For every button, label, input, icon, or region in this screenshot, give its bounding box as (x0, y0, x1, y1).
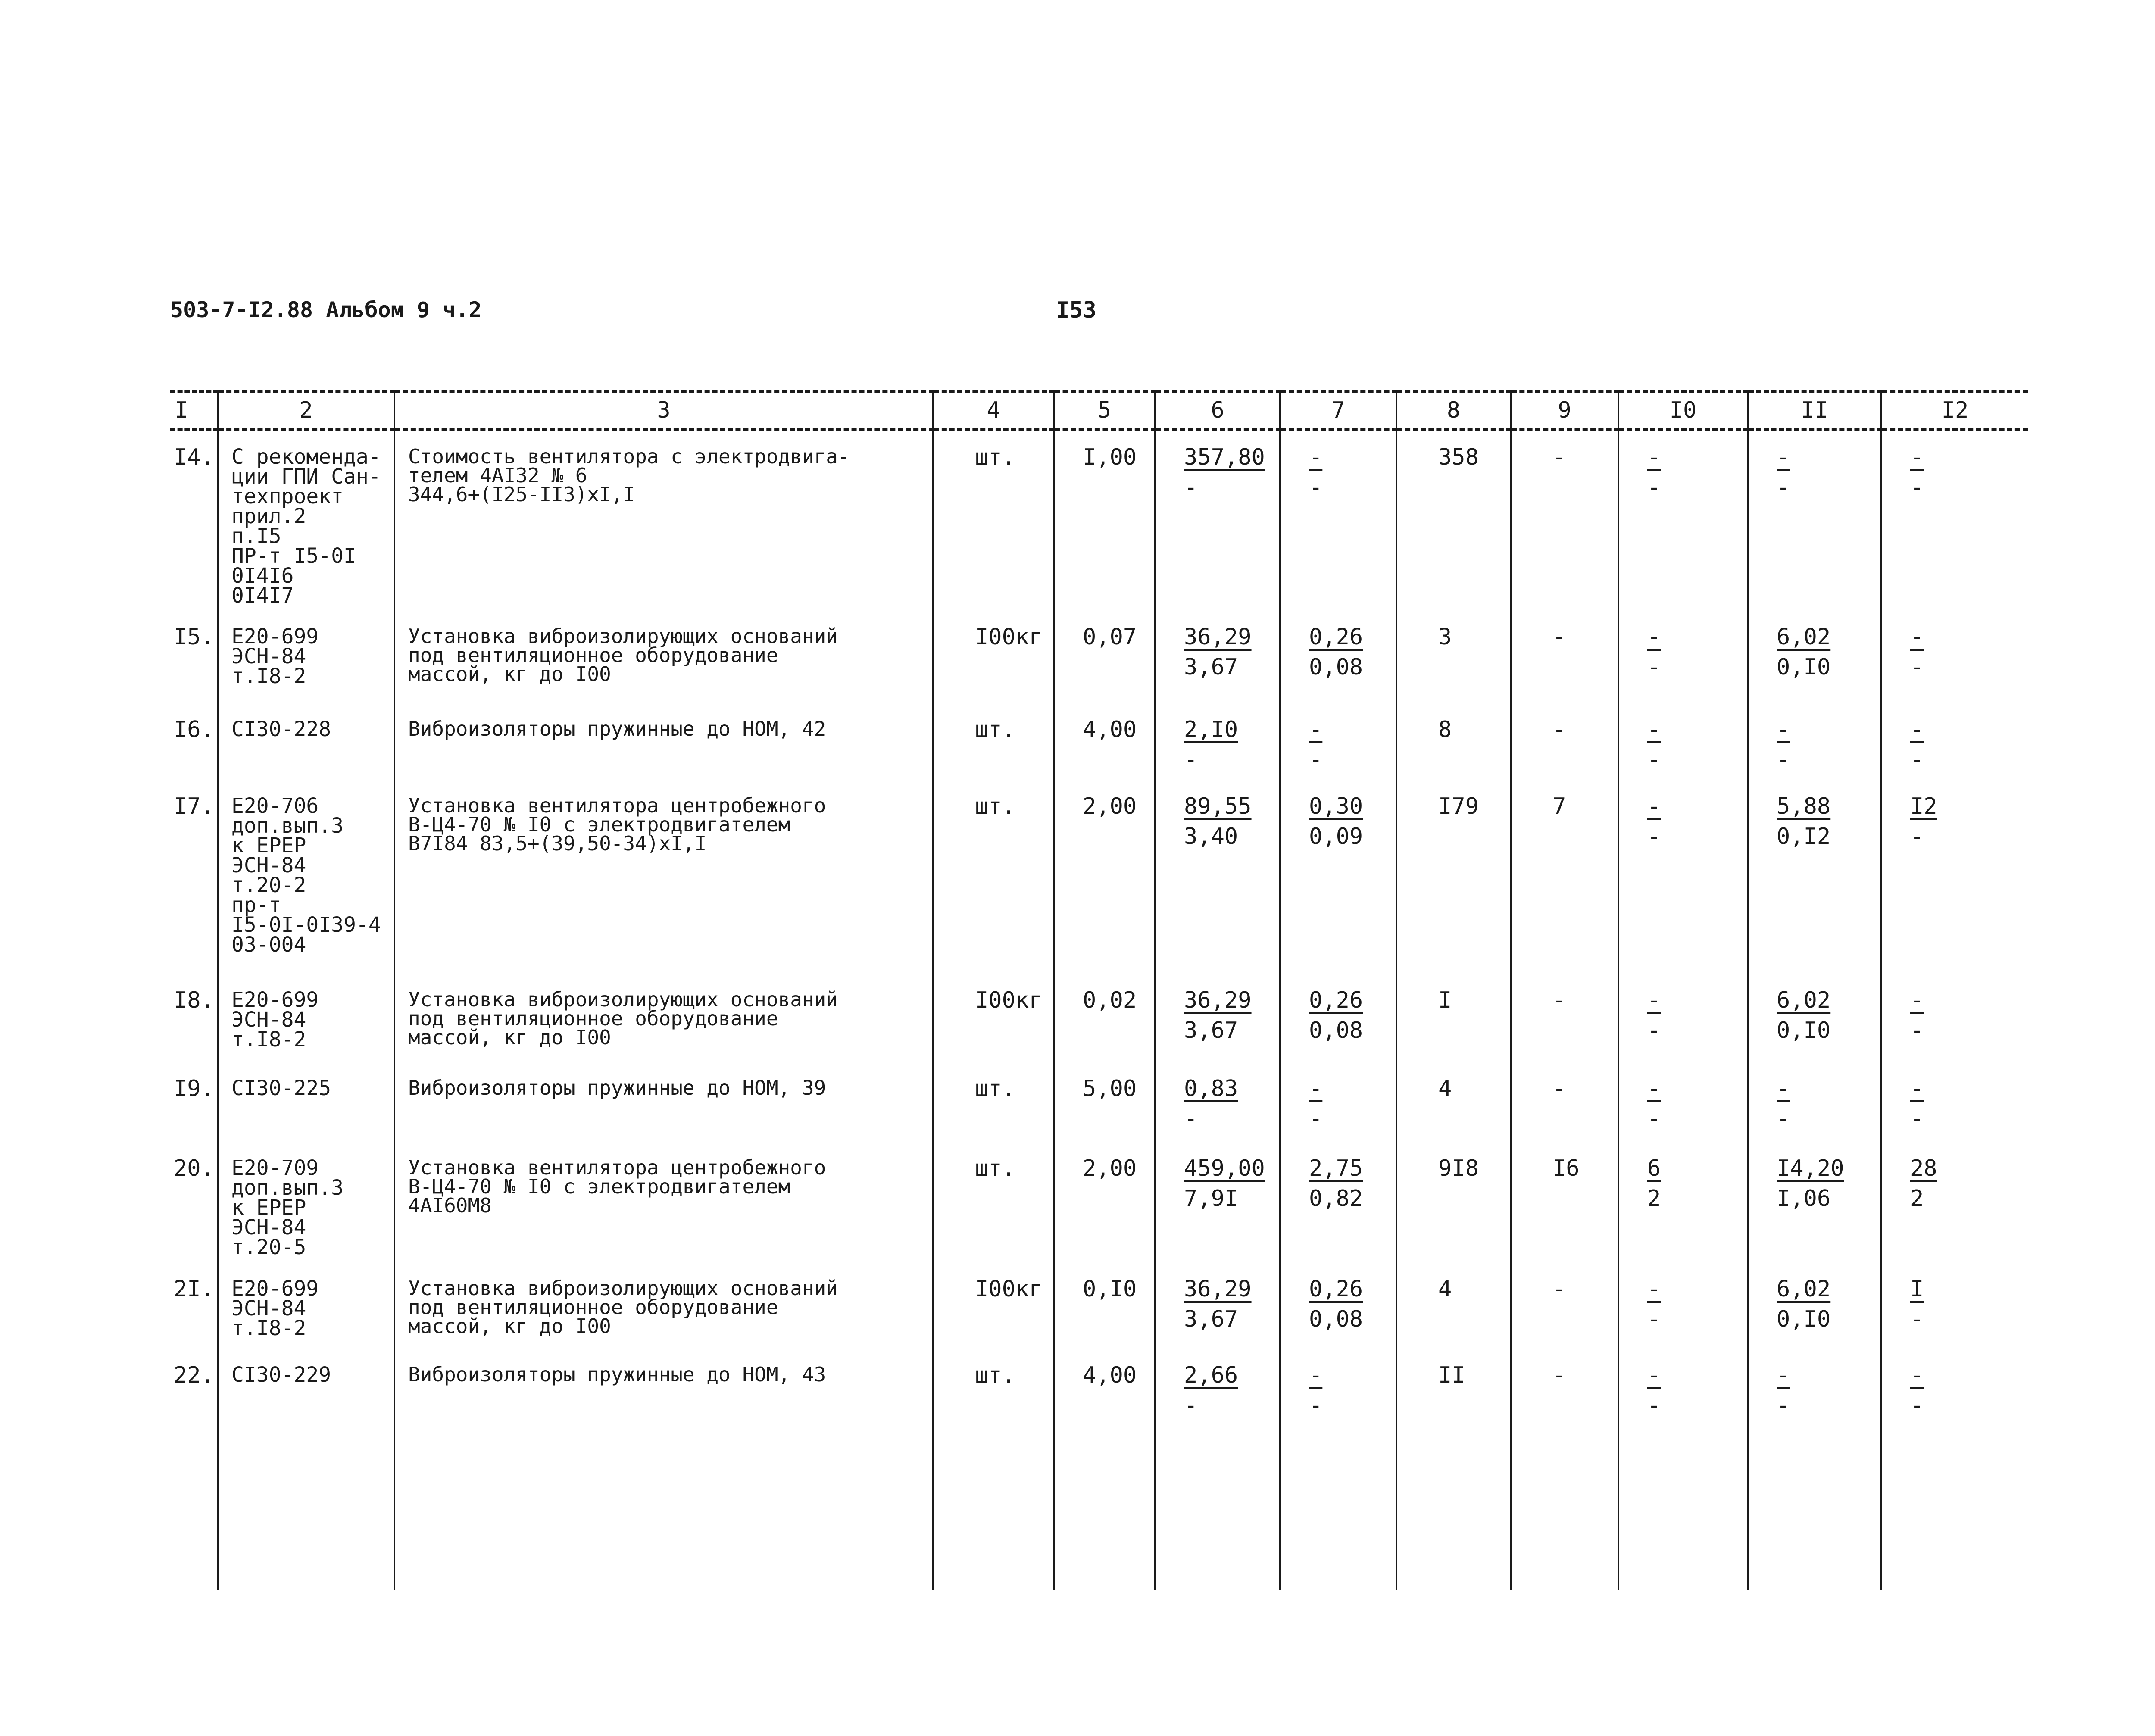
work-description: Установка вентилятора центробежного В-Ц4-70 № I0 с электродвигателем 4АI60М8 (394, 1142, 933, 1262)
labour-total-wage: - (1910, 824, 1924, 849)
wage-total: I6 (1511, 1142, 1618, 1262)
labour-total (1881, 1062, 2028, 1142)
machine-cost-total: 0,26 (1309, 987, 1363, 1013)
quantity: 0,02 (1054, 974, 1155, 1062)
machine-cost (1280, 1349, 1396, 1435)
empty-cell (394, 1435, 933, 1590)
row-number: I4. (174, 444, 214, 470)
unit: I00кг (933, 974, 1054, 1062)
machine-cost-wage: 0,08 (1309, 1018, 1363, 1043)
labour-unit-total: - (1647, 717, 1661, 743)
empty-cell (1155, 1435, 1280, 1590)
table-row (170, 703, 2028, 780)
labour-total-wage: - (1910, 1393, 1924, 1418)
unit-cost-wage: - (1184, 1106, 1198, 1132)
labour-unit-wage: - (1647, 475, 1661, 500)
labour-unit-wage: 2 (1647, 1186, 1661, 1211)
unit: I00кг (933, 1262, 1054, 1349)
wage-total: - (1511, 1349, 1618, 1435)
unit-cost-total: 36,29 (1184, 1276, 1252, 1302)
labour-unit (1618, 974, 1748, 1062)
wage-total: - (1511, 429, 1618, 610)
wage-total: - (1511, 610, 1618, 703)
rate-basis: Е20-699 ЭСН-84 т.I8-2 (218, 974, 394, 1062)
labour-unit-total: - (1647, 987, 1661, 1013)
labour-total-total: 28 (1910, 1155, 1937, 1181)
labour-machinist-total: - (1777, 717, 1790, 743)
labour-total (1881, 610, 2028, 703)
table-row (170, 1062, 2028, 1142)
quantity: 5,00 (1054, 1062, 1155, 1142)
machine-cost-wage: - (1309, 1393, 1323, 1418)
labour-total-wage: 2 (1910, 1186, 1924, 1211)
labour-unit-total: 6 (1647, 1155, 1661, 1181)
machine-cost-total: 0,26 (1309, 624, 1363, 650)
unit: шт. (933, 429, 1054, 610)
labour-machinist (1748, 610, 1881, 703)
labour-machinist-wage: - (1777, 1106, 1790, 1132)
labour-machinist-total: I4,20 (1777, 1155, 1844, 1181)
rate-basis: Е20-709 доп.вып.3 к ЕРЕР ЭСН-84 т.20-5 (218, 1142, 394, 1262)
column-number: II (1748, 391, 1881, 429)
machine-cost-wage: - (1309, 747, 1323, 773)
row-number: I9. (174, 1076, 214, 1102)
empty-cell (1054, 1435, 1155, 1590)
labour-total-wage: - (1910, 1018, 1924, 1043)
labour-machinist-total: 6,02 (1777, 624, 1831, 650)
machine-cost-total: - (1309, 1076, 1323, 1102)
wage-total: - (1511, 703, 1618, 780)
machine-cost-total: 2,75 (1309, 1155, 1363, 1181)
labour-unit (1618, 1142, 1748, 1262)
labour-machinist (1748, 1262, 1881, 1349)
labour-machinist-wage: - (1777, 1393, 1790, 1418)
total-cost: 4 (1396, 1062, 1511, 1142)
machine-cost (1280, 610, 1396, 703)
labour-total (1881, 1262, 2028, 1349)
labour-unit (1618, 1262, 1748, 1349)
machine-cost-total: - (1309, 717, 1323, 743)
labour-machinist-total: 6,02 (1777, 1276, 1831, 1302)
document-code: 503-7-I2.88 Альбом 9 ч.2 (170, 297, 482, 322)
unit-cost-total: 459,00 (1184, 1155, 1265, 1181)
unit-cost-wage: - (1184, 475, 1198, 500)
labour-total (1881, 703, 2028, 780)
empty-cell (1280, 1435, 1396, 1590)
rate-basis: С рекоменда- ции ГПИ Сан- техпроект прил.2 п.I5 ПР-т I5-0I 0I4I6 0I4I7 (218, 429, 394, 610)
table-row (170, 1262, 2028, 1349)
labour-machinist (1748, 429, 1881, 610)
labour-total-wage: - (1910, 747, 1924, 773)
machine-cost (1280, 703, 1396, 780)
unit-cost-wage: 3,67 (1184, 1018, 1238, 1043)
unit: шт. (933, 1142, 1054, 1262)
unit-cost (1155, 1062, 1280, 1142)
labour-machinist-total: - (1777, 1076, 1790, 1102)
labour-total (1881, 1142, 2028, 1262)
labour-machinist-total: 5,88 (1777, 793, 1831, 819)
machine-cost-total: 0,26 (1309, 1276, 1363, 1302)
column-number: 7 (1280, 391, 1396, 429)
total-cost: I79 (1396, 780, 1511, 974)
labour-total-total: - (1910, 717, 1924, 743)
unit-cost-total: 36,29 (1184, 624, 1252, 650)
labour-machinist-wage: 0,I2 (1777, 824, 1831, 849)
labour-unit (1618, 429, 1748, 610)
column-number: 8 (1396, 391, 1511, 429)
rate-basis: Е20-699 ЭСН-84 т.I8-2 (218, 610, 394, 703)
work-description: Установка вентилятора центробежного В-Ц4-70 № I0 с электродвигателем В7I84 83,5+(39,50-34)хI,I (394, 780, 933, 974)
labour-total-total: - (1910, 1362, 1924, 1388)
machine-cost (1280, 1142, 1396, 1262)
table-row (170, 1142, 2028, 1262)
labour-machinist (1748, 703, 1881, 780)
wage-total: - (1511, 1262, 1618, 1349)
labour-machinist-wage: 0,I0 (1777, 1018, 1831, 1043)
unit-cost-wage: 3,67 (1184, 1306, 1238, 1332)
wage-total: 7 (1511, 780, 1618, 974)
unit-cost-total: 36,29 (1184, 987, 1252, 1013)
unit-cost-total: 0,83 (1184, 1076, 1238, 1102)
wage-total: - (1511, 974, 1618, 1062)
labour-unit-wage: - (1647, 1018, 1661, 1043)
labour-machinist-total: - (1777, 1362, 1790, 1388)
unit-cost-wage: 7,9I (1184, 1186, 1238, 1211)
quantity: 2,00 (1054, 1142, 1155, 1262)
rate-basis: СI30-228 (218, 703, 394, 780)
work-description: Стоимость вентилятора с электродвига- телем 4АI32 № 6 344,6+(I25-II3)хI,I (394, 429, 933, 610)
empty-cell (170, 1435, 218, 1590)
machine-cost-wage: - (1309, 475, 1323, 500)
labour-total-total: I2 (1910, 793, 1937, 819)
page-number: I53 (1056, 297, 1096, 323)
table-row (170, 974, 2028, 1062)
labour-total-total: I (1910, 1276, 1924, 1302)
quantity: 4,00 (1054, 1349, 1155, 1435)
total-cost: 4 (1396, 1262, 1511, 1349)
row-number: 20. (174, 1155, 214, 1181)
labour-unit-total: - (1647, 444, 1661, 470)
labour-unit-wage: - (1647, 824, 1661, 849)
unit: шт. (933, 1062, 1054, 1142)
labour-unit (1618, 703, 1748, 780)
rate-basis: СI30-225 (218, 1062, 394, 1142)
column-number: I (170, 391, 218, 429)
column-number: I0 (1618, 391, 1748, 429)
unit-cost (1155, 780, 1280, 974)
machine-cost-total: 0,30 (1309, 793, 1363, 819)
unit-cost-total: 2,I0 (1184, 717, 1238, 743)
column-number: 6 (1155, 391, 1280, 429)
quantity: I,00 (1054, 429, 1155, 610)
unit-cost (1155, 610, 1280, 703)
labour-unit (1618, 1349, 1748, 1435)
labour-machinist-wage: 0,I0 (1777, 654, 1831, 680)
column-number: I2 (1881, 391, 2028, 429)
machine-cost-total: - (1309, 444, 1323, 470)
labour-total-wage: - (1910, 1306, 1924, 1332)
machine-cost (1280, 780, 1396, 974)
row-number: I5. (174, 624, 214, 650)
quantity: 0,07 (1054, 610, 1155, 703)
machine-cost (1280, 1262, 1396, 1349)
unit-cost-wage: - (1184, 747, 1198, 773)
unit-cost-total: 357,80 (1184, 444, 1265, 470)
labour-total-wage: - (1910, 475, 1924, 500)
row-number: I7. (174, 793, 214, 819)
labour-machinist-wage: I,06 (1777, 1186, 1831, 1211)
row-number: I6. (174, 717, 214, 743)
labour-unit-wage: - (1647, 1306, 1661, 1332)
labour-unit-total: - (1647, 1362, 1661, 1388)
machine-cost-total: - (1309, 1362, 1323, 1388)
unit: I00кг (933, 610, 1054, 703)
labour-unit-wage: - (1647, 654, 1661, 680)
row-number: 2I. (174, 1276, 214, 1302)
labour-machinist-total: 6,02 (1777, 987, 1831, 1013)
machine-cost (1280, 1062, 1396, 1142)
rate-basis: СI30-229 (218, 1349, 394, 1435)
empty-cell (1511, 1435, 1618, 1590)
unit: шт. (933, 703, 1054, 780)
empty-cell (1396, 1435, 1511, 1590)
labour-unit-total: - (1647, 1076, 1661, 1102)
labour-unit-total: - (1647, 793, 1661, 819)
labour-unit (1618, 780, 1748, 974)
total-cost: 3 (1396, 610, 1511, 703)
column-number-row (170, 391, 2028, 429)
labour-machinist (1748, 1062, 1881, 1142)
unit: шт. (933, 1349, 1054, 1435)
labour-total (1881, 974, 2028, 1062)
total-cost: 8 (1396, 703, 1511, 780)
unit: шт. (933, 780, 1054, 974)
table-row (170, 429, 2028, 610)
total-cost: 358 (1396, 429, 1511, 610)
machine-cost-wage: 0,08 (1309, 654, 1363, 680)
labour-total-total: - (1910, 444, 1924, 470)
wage-total: - (1511, 1062, 1618, 1142)
labour-unit-wage: - (1647, 1106, 1661, 1132)
machine-cost-wage: 0,82 (1309, 1186, 1363, 1211)
column-number: 2 (218, 391, 394, 429)
unit-cost-wage: 3,40 (1184, 824, 1238, 849)
row-number: 22. (174, 1362, 214, 1388)
total-cost: I (1396, 974, 1511, 1062)
empty-cell (218, 1435, 394, 1590)
unit-cost-total: 2,66 (1184, 1362, 1238, 1388)
unit-cost-wage: - (1184, 1393, 1198, 1418)
column-number: 5 (1054, 391, 1155, 429)
empty-cell (1748, 1435, 1881, 1590)
labour-machinist (1748, 974, 1881, 1062)
table-row (170, 1349, 2028, 1435)
unit-cost (1155, 703, 1280, 780)
work-description: Виброизоляторы пружинные до НОМ, 39 (394, 1062, 933, 1142)
labour-machinist-wage: 0,I0 (1777, 1306, 1831, 1332)
labour-machinist-wage: - (1777, 747, 1790, 773)
labour-total (1881, 429, 2028, 610)
unit-cost (1155, 1262, 1280, 1349)
machine-cost (1280, 429, 1396, 610)
column-number: 9 (1511, 391, 1618, 429)
table-row (170, 610, 2028, 703)
labour-total-wage: - (1910, 654, 1924, 680)
quantity: 4,00 (1054, 703, 1155, 780)
unit-cost (1155, 974, 1280, 1062)
row-number: I8. (174, 987, 214, 1013)
rate-basis: Е20-699 ЭСН-84 т.I8-2 (218, 1262, 394, 1349)
unit-cost (1155, 429, 1280, 610)
labour-unit (1618, 1062, 1748, 1142)
estimate-table (170, 390, 2028, 1590)
column-number: 3 (394, 391, 933, 429)
labour-unit-total: - (1647, 624, 1661, 650)
rate-basis: Е20-706 доп.вып.3 к ЕРЕР ЭСН-84 т.20-2 пр-т I5-0I-0I39-4 03-004 (218, 780, 394, 974)
quantity: 0,I0 (1054, 1262, 1155, 1349)
total-cost: 9I8 (1396, 1142, 1511, 1262)
work-description: Виброизоляторы пружинные до НОМ, 43 (394, 1349, 933, 1435)
work-description: Установка виброизолирующих оснований под вентиляционное оборудование массой, кг до I00 (394, 1262, 933, 1349)
labour-machinist (1748, 780, 1881, 974)
labour-machinist-wage: - (1777, 475, 1790, 500)
machine-cost-wage: 0,08 (1309, 1306, 1363, 1332)
labour-total-total: - (1910, 624, 1924, 650)
empty-cell (1618, 1435, 1748, 1590)
labour-machinist (1748, 1349, 1881, 1435)
labour-unit-total: - (1647, 1276, 1661, 1302)
column-number: 4 (933, 391, 1054, 429)
labour-unit (1618, 610, 1748, 703)
labour-machinist-total: - (1777, 444, 1790, 470)
unit-cost-total: 89,55 (1184, 793, 1252, 819)
quantity: 2,00 (1054, 780, 1155, 974)
unit-cost-wage: 3,67 (1184, 654, 1238, 680)
work-description: Виброизоляторы пружинные до НОМ, 42 (394, 703, 933, 780)
unit-cost (1155, 1349, 1280, 1435)
labour-total-total: - (1910, 1076, 1924, 1102)
estimate-rows (170, 429, 2028, 1590)
unit-cost (1155, 1142, 1280, 1262)
labour-total-total: - (1910, 987, 1924, 1013)
labour-unit-wage: - (1647, 1393, 1661, 1418)
work-description: Установка виброизолирующих оснований под вентиляционное оборудование массой, кг до I00 (394, 974, 933, 1062)
labour-total (1881, 780, 2028, 974)
empty-cell (1881, 1435, 2028, 1590)
total-cost: II (1396, 1349, 1511, 1435)
table-row (170, 780, 2028, 974)
work-description: Установка виброизолирующих оснований под вентиляционное оборудование массой, кг до I00 (394, 610, 933, 703)
labour-total-wage: - (1910, 1106, 1924, 1132)
labour-machinist (1748, 1142, 1881, 1262)
machine-cost (1280, 974, 1396, 1062)
machine-cost-wage: 0,09 (1309, 824, 1363, 849)
empty-cell (933, 1435, 1054, 1590)
table-row-empty (170, 1435, 2028, 1590)
labour-unit-wage: - (1647, 747, 1661, 773)
labour-total (1881, 1349, 2028, 1435)
machine-cost-wage: - (1309, 1106, 1323, 1132)
